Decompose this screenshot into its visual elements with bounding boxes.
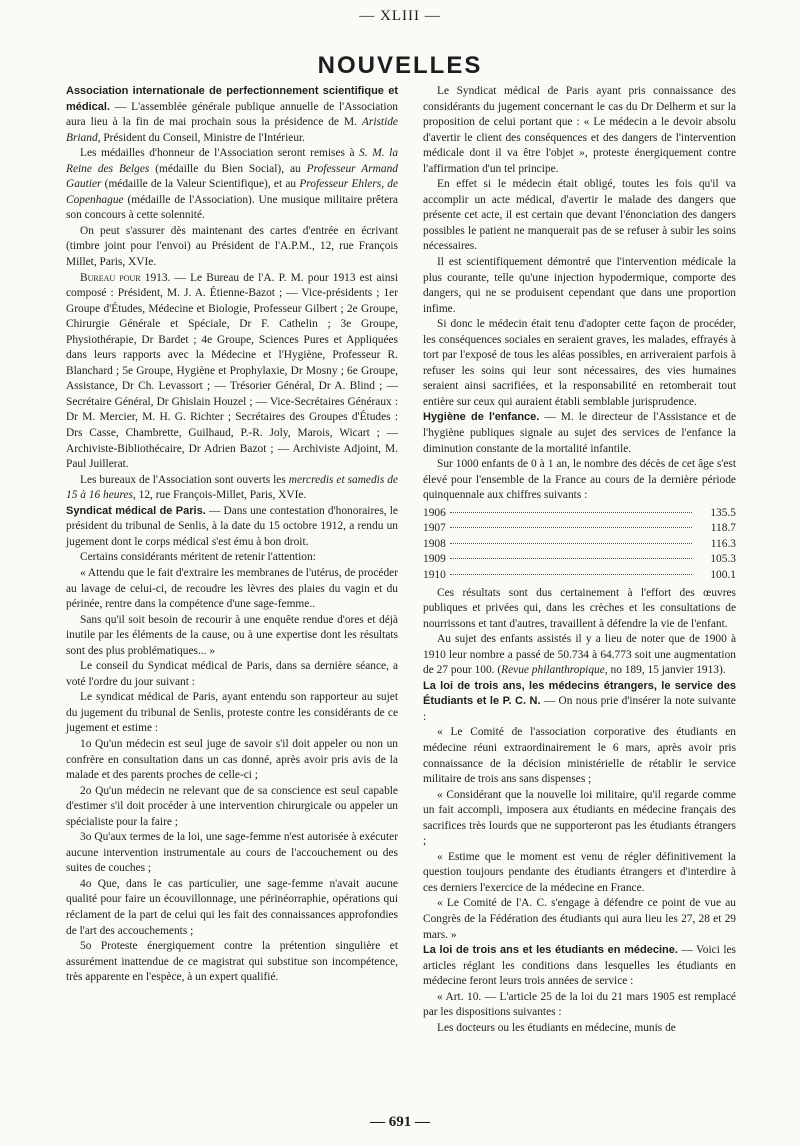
paragraph: Bureau pour 1913. — Le Bureau de l'A. P. M. pour 1913 est ainsi composé : Président, M. J. A. Étienne-Bazot ; — Vice-présidents ; 1er Groupe d'Études, Médecine et Biologie, Professeur Gilbert ; 2e Groupe, Chirurgie Générale et Spéciale, Dr F. Cathelin ; 3e Groupe, Physiothérapie, Dr Bardet ; 4e Groupe, Sciences Pures et Appliquées dans leurs rapports avec la Médecine et l'Hygiène, Professeur R. Blanchard ; 5e Groupe, Hygiène et Prophylaxie, Dr Mosny ; 6e Groupe, Assistance, Dr Ch. Levassort ; — Trésorier Général, Dr A. Blind ; — Secrétaire Général, Dr Ghislain Houzel ; — Vice-Secrétaires Généraux : Dr M. Mercier, M. H. G. Richter ; Secrétaires des Groupes d'Études : Drs Casse, Chambrette, Guilhaud, P.-R. Joly, Marois, Wicart ; — Archiviste-Bibliothécaire, Dr Adrien Bazot ; — Archiviste Adjoint, M. Paul Juillerat.: [66, 271, 398, 471]
paragraph: 3o Qu'aux termes de la loi, une sage-femme n'est autorisée à exécuter aucune intervention instrumentale au cours de l'accouchement ou des suites de couches ;: [66, 831, 398, 875]
paragraph: Les bureaux de l'Association sont ouverts les mercredis et samedis de 15 à 16 heures, 12, rue François-Millet, Paris, XVIe.: [66, 473, 398, 502]
paragraph: Hygiène de l'enfance. — M. le directeur de l'Assistance et de l'hygiène publiques signale au sujet des services de l'enfance la diminution constante de la mortalité infantile.: [423, 411, 737, 455]
paragraph: En effet si le médecin était obligé, toutes les fois qu'il va accomplir un acte médical, d'avertir le malade des dangers que présente cet acte, il est certain que devant l'énonciation des dangers possibles le patient ne manquerait pas de se refuser à subir les soins nécessaires.: [423, 178, 736, 253]
paragraph: Sans qu'il soit besoin de recourir à une enquête rendue d'ores et déjà inutile par les éléments de la cause, ou à une expertise dont les résultats sont des plus problématiques... »: [66, 613, 398, 657]
paragraph: 5o Proteste énergiquement contre la prétention singulière et assurément inattendue de ce magistrat qui substitue son incompétence, très apparente en l'espèce, à un expert qualifié.: [66, 940, 398, 984]
paragraph: Association internationale de perfectionnement scientifique et médical. — L'assemblée générale publique annuelle de l'Association aura lieu à la fin de mai prochain sous la présidence de M. Aristide Briand, Président du Conseil, Ministre de l'Intérieur.: [66, 85, 398, 144]
paragraph: Le Syndicat médical de Paris ayant pris connaissance des considérants du jugement concernant le cas du Dr Delherm et sur la proposition de celui portant que : « Le médecin a le devoir absolu d'avertir le client des conséquences et des dangers de l'intervention médicale dont il va être l'objet », proteste énergiquement contre l'affirmation d'un tel principe.: [423, 85, 736, 175]
paragraph: « Considérant que la nouvelle loi militaire, qu'il regarde comme un fait accompli, imposera aux étudiants en médecine français des sacrifices très lourds que ne supporteront pas les étudiants étrangers ;: [423, 788, 736, 848]
table-row: 1906 135.5: [423, 506, 736, 519]
table-row: 1907 118.7: [423, 522, 736, 535]
paragraph: « Le Comité de l'association corporative des étudiants en médecine réuni extraordinairement le 6 mars, après avoir pris connaissance de la décision ministérielle de rétablir le service militaire de trois ans sans dispenses ;: [423, 726, 736, 786]
page-number: — 691 —: [370, 1114, 430, 1130]
paragraph: Les médailles d'honneur de l'Association seront remises à S. M. la Reine des Belges (médaille du Bien Social), au Professeur Armand Gautier (médaille de la Valeur Scientifique), et au Professeur Ehlers, de Copenhague (médaille de l'Association). Une musique militaire prêtera son concours à cette solennité.: [66, 147, 399, 222]
mortality-table: [423, 506, 736, 584]
right-column: [423, 84, 736, 1036]
paragraph: La loi de trois ans et les étudiants en médecine. — Voici les articles réglant les conditions dans lesquelles les étudiants en médecine feront leurs trois années de service :: [423, 944, 736, 988]
paragraph: 1o Qu'un médecin est seul juge de savoir s'il doit appeler ou non un confrère en consultation dans un cas donné, après avoir pris avis de la malade et des parents proches de celle-ci ;: [66, 737, 398, 782]
paragraph: On peut s'assurer dès maintenant des cartes d'entrée en écrivant (timbre joint pour l'envoi) au Président de l'A.P.M., 12, rue François Millet, Paris, XVIe.: [66, 224, 398, 269]
section-heading: Hygiène de l'enfance.: [423, 411, 540, 424]
paragraph: Sur 1000 enfants de 0 à 1 an, le nombre des décès de cet âge s'est élevé pour l'ensemble de la France au cours de la dernière période quinquennale aux chiffres suivants :: [423, 458, 736, 502]
section-heading: La loi de trois ans, les médecins étrangers, le service des Étudiants et le P. C. N.: [423, 679, 736, 708]
left-column: [66, 84, 398, 986]
paragraph: La loi de trois ans, les médecins étrangers, le service des Étudiants et le P. C. N. — On nous prie d'insérer la note suivante :: [423, 679, 736, 723]
run-in-heading: Bureau pour 1913.: [80, 271, 171, 284]
table-row: 1910 100.1: [423, 568, 736, 581]
paragraph: Les docteurs ou les étudiants en médecine, munis de: [437, 1021, 676, 1034]
paragraph: Si donc le médecin était tenu d'adopter cette façon de procéder, les conséquences sociales en seraient graves, les malades, effrayés à tort par l'exposé de tous les aléas possibles, en arriveraient parfois à refuser les soins qui leur sont nécessaires, des vies humaines seraient ainsi sacrifiées, et la responsabilité en retomberait tout entière sur ceux qui auraient établi semblable jurisprudence.: [423, 318, 736, 408]
paragraph: Ces résultats sont dus certainement à l'effort des œuvres publiques et privées qui, dans les crèches et les consultations de nourrissons et tant d'autres, travaillent à défendre la vie de l'enfant.: [423, 586, 736, 630]
paragraph: Certains considérants méritent de retenir l'attention:: [80, 551, 316, 564]
section-heading: La loi de trois ans et les étudiants en médecine.: [423, 944, 678, 957]
paragraph: « Art. 10. — L'article 25 de la loi du 21 mars 1905 est remplacé par les dispositions suivantes :: [423, 990, 736, 1019]
table-row: 1908 116.3: [423, 537, 736, 550]
paragraph: Syndicat médical de Paris. — Dans une contestation d'honoraires, le président du tribunal de Senlis, à la date du 15 octobre 1912, a rendu un jugement dont le corps médical s'est ému à bon droit.: [66, 504, 398, 548]
paragraph: « Attendu que le fait d'extraire les membranes de l'utérus, de procéder au lavage de celui-ci, de recoudre les lèvres des plaies du vagin et du périnée, rentre dans la compétence d'une sage-femme..: [66, 566, 398, 611]
section-title: NOUVELLES: [317, 52, 483, 79]
paragraph: Le syndicat médical de Paris, ayant entendu son rapporteur au sujet du jugement du tribunal de Senlis, proteste contre les considérants de ce jugement et estime :: [66, 691, 398, 735]
section-heading: Association internationale de perfectionnement scientifique et médical.: [66, 85, 398, 113]
paragraph: 2o Qu'un médecin ne relevant que de sa conscience est seul capable d'estimer s'il doit procéder à une intervention chirurgicale ou appeler un spécialiste pour la faire ;: [66, 784, 398, 828]
section-heading: Syndicat médical de Paris.: [66, 504, 206, 517]
paragraph: « Estime que le moment est venu de régler définitivement la question toujours pendante des étudiants étrangers et d'interdire à ces derniers l'exercice de la médecine en France.: [423, 850, 736, 894]
table-row: 1909 105.3: [423, 553, 736, 566]
paragraph: 4o Que, dans le cas particulier, une sage-femme n'avait aucune qualité pour faire un écouvillonnage, une périnéorraphie, opérations qui réclament de la part de celui qui les fait des connaissances approfondies de l'art des accouchements ;: [66, 877, 398, 937]
paragraph: Au sujet des enfants assistés il y a lieu de noter que de 1900 à 1910 leur nombre a passé de 50.734 à 64.773 soit une augmentation de 27 pour 100. (Revue philanthropique, no 189, 15 janvier 1913).: [423, 633, 736, 677]
paragraph: Il est scientifiquement démontré que l'intervention médicale la plus courante, telle qu'une injection hypodermique, comporte des dangers, qui ne se produisent cependant que dans une proportion infime.: [423, 256, 736, 315]
running-head: — XLIII —: [359, 8, 441, 24]
paragraph: Le conseil du Syndicat médical de Paris, dans sa dernière séance, a voté l'ordre du jour suivant :: [66, 660, 398, 688]
paragraph: « Le Comité de l'A. C. s'engage à défendre ce point de vue au Congrès de la Fédération des étudiants qui aura lieu les 27, 28 et 29 mars. »: [423, 897, 736, 941]
